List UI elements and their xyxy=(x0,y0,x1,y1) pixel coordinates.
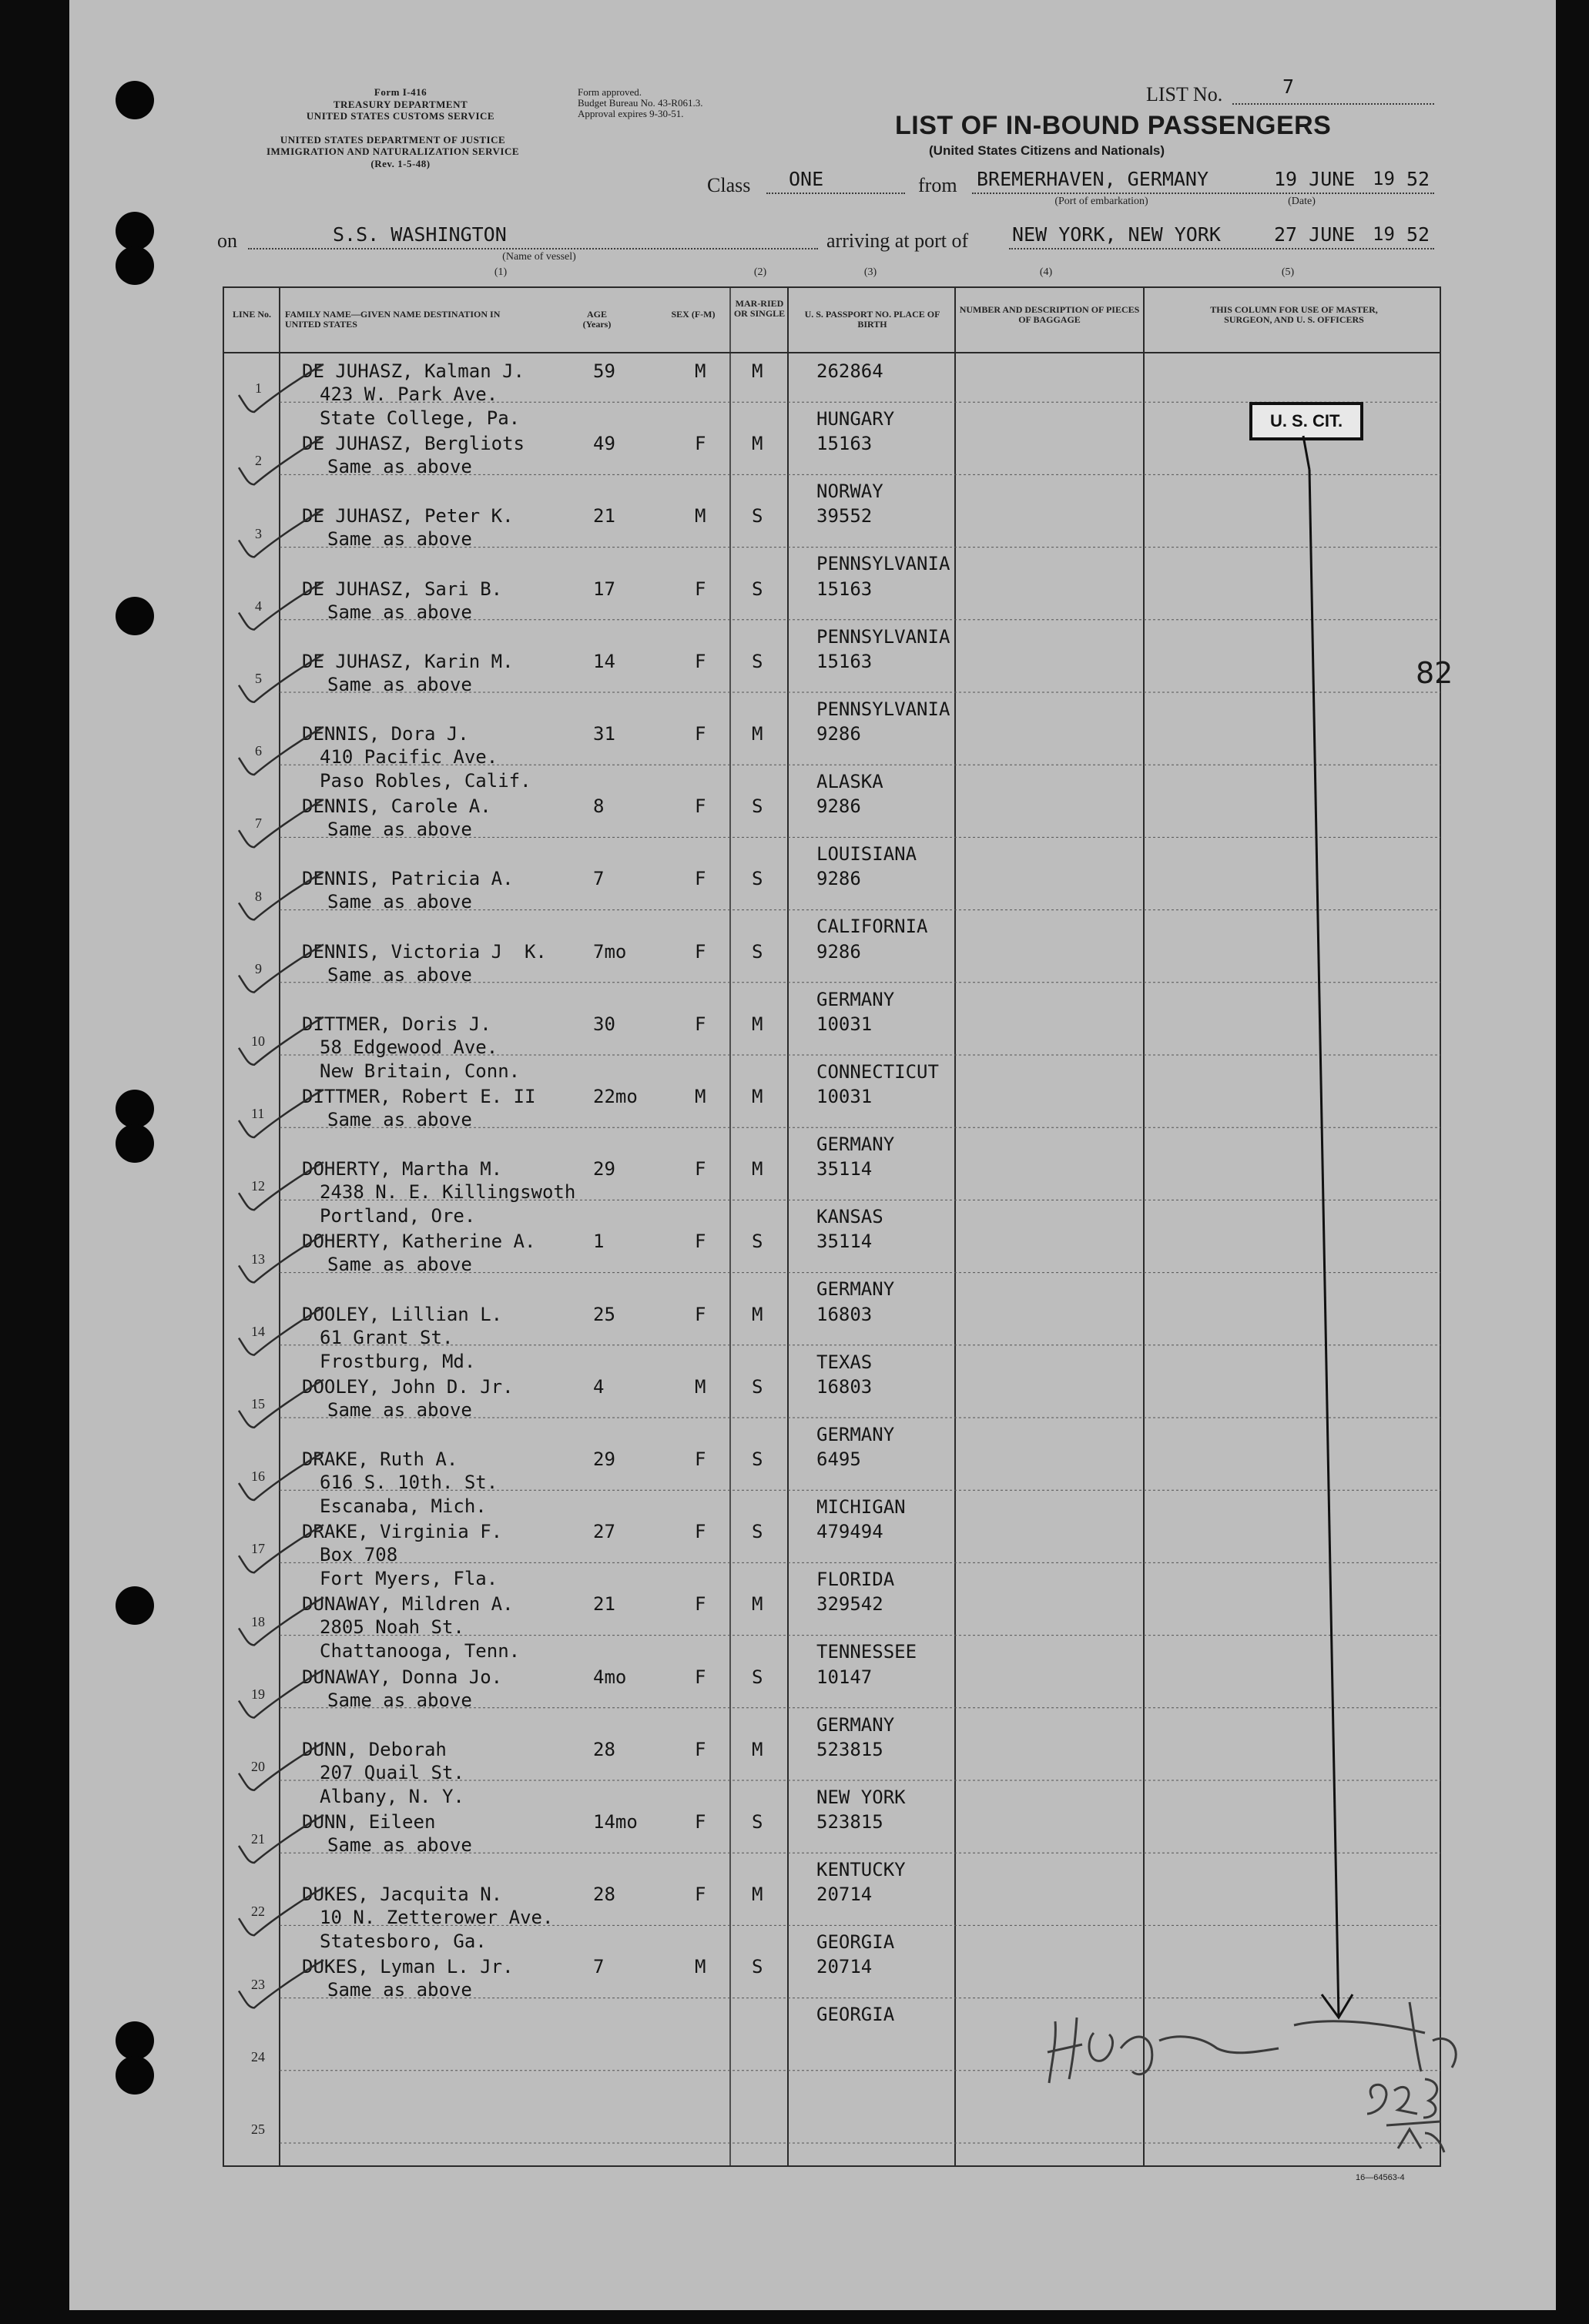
passport-number: 15163 xyxy=(816,578,873,600)
col-cap-5: (5) xyxy=(1281,266,1295,278)
passenger-name: DOHERTY, Martha M. xyxy=(302,1158,503,1180)
budget-bureau: Budget Bureau No. 43-R061.3. xyxy=(578,97,703,109)
line-number: 9 xyxy=(255,960,262,976)
passenger-sex: F xyxy=(695,1521,706,1543)
passenger-marital-status: S xyxy=(752,1666,763,1688)
check-mark xyxy=(239,582,323,630)
passenger-sex: M xyxy=(695,1956,706,1978)
line-number: 24 xyxy=(251,2048,265,2064)
col-header-baggage: NUMBER AND DESCRIPTION OF PIECES OF BAGGAGE xyxy=(959,304,1140,325)
passenger-name: DOHERTY, Katherine A. xyxy=(302,1231,536,1253)
passport-number: 16803 xyxy=(816,1375,873,1398)
col-cap-3: (3) xyxy=(863,266,877,278)
passenger-marital-status: M xyxy=(752,1303,763,1325)
passenger-sex: F xyxy=(695,650,706,672)
line-number: 20 xyxy=(251,1759,265,1774)
check-mark xyxy=(239,1525,323,1572)
passenger-age: 29 xyxy=(593,1158,615,1180)
line-number: 11 xyxy=(251,1106,265,1122)
place-of-birth: GERMANY xyxy=(816,1423,895,1445)
from-date: 19 JUNE xyxy=(1274,168,1356,190)
from-year: 52 xyxy=(1406,168,1430,190)
place-of-birth: GEORGIA xyxy=(816,1931,895,1954)
side-number: 82 xyxy=(1416,656,1453,690)
passenger-address: Albany, N. Y. xyxy=(320,1785,464,1807)
passenger-name: DITTMER, Doris J. xyxy=(302,1013,491,1035)
passenger-marital-status: M xyxy=(752,360,763,382)
place-of-birth: GEORGIA xyxy=(816,2004,895,2026)
passenger-sex: F xyxy=(695,1231,706,1253)
passenger-address: State College, Pa. xyxy=(320,407,521,429)
arrival-year: 52 xyxy=(1406,223,1430,246)
from-label: from xyxy=(918,174,957,196)
passport-number: 39552 xyxy=(816,505,873,527)
place-of-birth: GERMANY xyxy=(816,1713,895,1736)
passport-number: 10031 xyxy=(816,1086,873,1107)
place-of-birth: TENNESSEE xyxy=(816,1641,917,1663)
passenger-name: DUNAWAY, Donna Jo. xyxy=(302,1666,503,1688)
check-mark xyxy=(239,364,323,412)
passenger-sex: F xyxy=(695,1738,706,1760)
passenger-age: 30 xyxy=(593,1013,615,1035)
check-mark xyxy=(239,1815,323,1863)
passenger-age: 28 xyxy=(593,1738,615,1760)
passenger-age: 17 xyxy=(593,578,615,600)
passenger-marital-status: M xyxy=(752,1158,763,1180)
line-number: 5 xyxy=(255,671,262,686)
passenger-sex: F xyxy=(695,868,706,890)
col-header-name: FAMILY NAME—GIVEN NAME DESTINATION IN UNITED STATES xyxy=(285,309,501,330)
port-caption: (Port of embarkation) xyxy=(1054,196,1148,207)
from-year-prefix: 19 xyxy=(1373,168,1395,189)
passenger-address: Paso Robles, Calif. xyxy=(320,770,531,792)
passenger-sex: F xyxy=(695,1448,706,1470)
passenger-address: Same as above xyxy=(327,528,472,551)
passenger-sex: M xyxy=(695,505,706,527)
passenger-age: 7mo xyxy=(593,940,627,963)
class-value: ONE xyxy=(789,168,824,190)
arrival-port: NEW YORK, NEW YORK xyxy=(1012,223,1221,246)
passenger-marital-status: M xyxy=(752,1738,763,1760)
passenger-marital-status: S xyxy=(752,1231,763,1253)
on-label: on xyxy=(217,229,237,252)
passenger-address: Chattanooga, Tenn. xyxy=(320,1640,521,1663)
passenger-marital-status: M xyxy=(752,723,763,745)
passenger-address: Frostburg, Md. xyxy=(320,1350,476,1372)
passenger-marital-status: S xyxy=(752,1811,763,1833)
passenger-name: DUKES, Jacquita N. xyxy=(302,1884,503,1906)
check-mark xyxy=(239,1308,323,1355)
form-approved: Form approved. xyxy=(578,86,642,98)
passenger-name: DOOLEY, Lillian L. xyxy=(302,1303,503,1325)
check-mark xyxy=(239,1743,323,1790)
place-of-birth: PENNSYLVANIA xyxy=(816,553,950,575)
passenger-marital-status: S xyxy=(752,1375,763,1398)
passport-number: 20714 xyxy=(816,1884,873,1906)
col-cap-4: (4) xyxy=(1039,266,1053,278)
line-number: 17 xyxy=(251,1541,265,1557)
passport-number: 15163 xyxy=(816,650,873,672)
check-mark xyxy=(239,655,323,702)
passenger-age: 29 xyxy=(593,1448,615,1470)
col-header-line: LINE No. xyxy=(232,309,271,320)
place-of-birth: LOUISIANA xyxy=(816,843,917,866)
passenger-address: Box 708 xyxy=(320,1544,398,1566)
dept-customs: UNITED STATES CUSTOMS SERVICE xyxy=(306,110,495,122)
footer-code: 16—64563-4 xyxy=(1356,2173,1405,2182)
passenger-age: 49 xyxy=(593,433,615,455)
line-number: 25 xyxy=(251,2121,265,2137)
dept-immigration: IMMIGRATION AND NATURALIZATION SERVICE xyxy=(266,146,520,157)
line-number: 22 xyxy=(251,1904,265,1920)
passenger-address: 410 Pacific Ave. xyxy=(320,746,498,768)
passenger-address: 2805 Noah St. xyxy=(320,1616,464,1639)
passenger-age: 28 xyxy=(593,1884,615,1906)
passenger-marital-status: M xyxy=(752,1013,763,1035)
passport-number: 10031 xyxy=(816,1013,873,1035)
passenger-sex: F xyxy=(695,1013,706,1035)
passenger-age: 27 xyxy=(593,1521,615,1543)
place-of-birth: GERMANY xyxy=(816,1278,895,1301)
passenger-marital-status: S xyxy=(752,650,763,672)
check-mark xyxy=(239,872,323,919)
list-number-label: LIST No. xyxy=(1146,83,1223,105)
passport-number: 35114 xyxy=(816,1231,873,1253)
passenger-sex: F xyxy=(695,723,706,745)
col-header-age: AGE (Years) xyxy=(582,309,612,330)
passport-number: 6495 xyxy=(816,1448,861,1470)
list-number: 7 xyxy=(1282,75,1295,98)
line-number: 1 xyxy=(255,380,262,397)
passenger-address: 207 Quail St. xyxy=(320,1761,464,1783)
place-of-birth: TEXAS xyxy=(816,1351,873,1373)
manifest-title: LIST OF IN-BOUND PASSENGERS xyxy=(895,111,1332,140)
form-revision: (Rev. 1-5-48) xyxy=(370,158,431,169)
passport-number: 262864 xyxy=(816,360,883,382)
line-number: 6 xyxy=(255,743,262,759)
check-mark xyxy=(239,1234,323,1282)
passenger-age: 59 xyxy=(593,360,615,382)
place-of-birth: CALIFORNIA xyxy=(816,916,928,938)
passenger-marital-status: S xyxy=(752,1956,763,1978)
passenger-marital-status: M xyxy=(752,433,763,455)
passenger-sex: F xyxy=(695,1666,706,1688)
passenger-address: 58 Edgewood Ave. xyxy=(320,1036,498,1058)
passport-number: 20714 xyxy=(816,1956,873,1978)
passenger-name: DRAKE, Virginia F. xyxy=(302,1521,503,1543)
passenger-name: DRAKE, Ruth A. xyxy=(302,1448,458,1470)
passenger-name: DOOLEY, John D. Jr. xyxy=(302,1375,514,1398)
check-mark xyxy=(239,945,323,993)
line-number: 15 xyxy=(251,1396,265,1411)
passport-number: 16803 xyxy=(816,1303,873,1325)
passenger-marital-status: S xyxy=(752,1521,763,1543)
vessel-name: S.S. WASHINGTON xyxy=(333,223,507,246)
line-number: 14 xyxy=(251,1323,265,1339)
date-caption: (Date) xyxy=(1288,196,1316,207)
passenger-name: DE JUHASZ, Bergliots xyxy=(302,433,525,455)
class-label: Class xyxy=(707,174,751,196)
passenger-name: DUNN, Eileen xyxy=(302,1811,436,1833)
passenger-address: Portland, Ore. xyxy=(320,1205,476,1227)
check-mark xyxy=(239,1960,323,2008)
passenger-sex: M xyxy=(695,1375,706,1398)
line-number: 8 xyxy=(255,888,262,904)
check-mark xyxy=(239,437,323,484)
check-mark xyxy=(239,509,323,557)
place-of-birth: GERMANY xyxy=(816,1134,895,1155)
passenger-sex: F xyxy=(695,795,706,818)
passport-number: 9286 xyxy=(816,723,861,745)
col-header-passport: U. S. PASSPORT NO. PLACE OF BIRTH xyxy=(804,309,940,330)
passenger-address: Same as above xyxy=(327,1398,472,1421)
vessel-caption: (Name of vessel) xyxy=(502,251,576,263)
line-number: 2 xyxy=(255,453,262,469)
passenger-name: DENNIS, Victoria J K. xyxy=(302,940,547,963)
check-mark xyxy=(239,1090,323,1137)
passenger-sex: F xyxy=(695,1303,706,1325)
passenger-marital-status: S xyxy=(752,795,763,818)
line-number: 12 xyxy=(251,1178,265,1194)
line-number: 13 xyxy=(251,1251,265,1267)
line-number: 4 xyxy=(255,598,262,614)
passenger-marital-status: S xyxy=(752,868,763,890)
passenger-sex: M xyxy=(695,1086,706,1107)
passenger-name: DITTMER, Robert E. II xyxy=(302,1086,536,1107)
passenger-address: Same as above xyxy=(327,963,472,986)
check-mark xyxy=(239,1380,323,1428)
passenger-name: DUNN, Deborah xyxy=(302,1738,447,1760)
passenger-marital-status: S xyxy=(752,940,763,963)
passenger-address: 61 Grant St. xyxy=(320,1326,454,1348)
passport-number: 523815 xyxy=(816,1738,883,1760)
line-number: 7 xyxy=(255,815,262,832)
passenger-sex: F xyxy=(695,1811,706,1833)
passenger-address: Fort Myers, Fla. xyxy=(320,1568,498,1590)
passenger-address: New Britain, Conn. xyxy=(320,1060,521,1082)
place-of-birth: FLORIDA xyxy=(816,1569,895,1591)
line-number: 16 xyxy=(251,1468,265,1485)
passenger-address: Same as above xyxy=(327,1109,472,1130)
passenger-address: Same as above xyxy=(327,1979,472,2001)
from-port: BREMERHAVEN, GERMANY xyxy=(977,168,1209,190)
passenger-name: DENNIS, Carole A. xyxy=(302,795,491,818)
check-mark xyxy=(239,799,323,847)
place-of-birth: KENTUCKY xyxy=(816,1859,906,1880)
passenger-address: 616 S. 10th. St. xyxy=(320,1472,498,1493)
passenger-marital-status: M xyxy=(752,1884,763,1906)
passport-number: 35114 xyxy=(816,1158,873,1180)
passenger-sex: F xyxy=(695,578,706,600)
passenger-sex: F xyxy=(695,433,706,455)
passenger-name: DE JUHASZ, Karin M. xyxy=(302,650,514,672)
place-of-birth: HUNGARY xyxy=(816,408,895,430)
passenger-address: 10 N. Zetterower Ave. xyxy=(320,1907,554,1929)
place-of-birth: CONNECTICUT xyxy=(816,1060,939,1083)
passenger-address: Same as above xyxy=(327,819,472,841)
check-mark xyxy=(239,727,323,775)
dept-treasury: TREASURY DEPARTMENT xyxy=(333,99,468,110)
col-cap-2: (2) xyxy=(753,266,767,278)
passenger-age: 14 xyxy=(593,650,615,672)
passenger-address: Same as above xyxy=(327,601,472,623)
check-mark xyxy=(239,1452,323,1500)
passport-number: 523815 xyxy=(816,1811,883,1833)
place-of-birth: ALASKA xyxy=(816,771,883,792)
passenger-name: DE JUHASZ, Peter K. xyxy=(302,505,514,527)
passenger-sex: F xyxy=(695,1884,706,1906)
passenger-address: Escanaba, Mich. xyxy=(320,1495,487,1517)
form-number: Form I-416 xyxy=(374,86,427,98)
passenger-name: DE JUHASZ, Kalman J. xyxy=(302,360,525,382)
passenger-age: 25 xyxy=(593,1303,615,1325)
passenger-address: Statesboro, Ga. xyxy=(320,1931,487,1953)
passenger-age: 21 xyxy=(593,1593,615,1616)
approval-expires: Approval expires 9-30-51. xyxy=(578,108,684,119)
col-cap-1: (1) xyxy=(494,266,508,278)
arrival-date: 27 JUNE xyxy=(1274,223,1356,246)
passenger-address: Same as above xyxy=(327,1689,472,1711)
passenger-address: Same as above xyxy=(327,1834,472,1856)
passenger-sex: F xyxy=(695,940,706,963)
passenger-age: 7 xyxy=(593,868,605,890)
passenger-address: 423 W. Park Ave. xyxy=(320,383,498,405)
check-mark xyxy=(239,1597,323,1645)
passenger-age: 4 xyxy=(593,1375,605,1398)
passenger-age: 8 xyxy=(593,795,605,818)
arriving-label: arriving at port of xyxy=(826,229,969,252)
line-number: 10 xyxy=(251,1033,265,1049)
passenger-age: 1 xyxy=(593,1231,605,1253)
dept-justice: UNITED STATES DEPARTMENT OF JUSTICE xyxy=(280,134,506,146)
passenger-name: DUNAWAY, Mildren A. xyxy=(302,1593,514,1616)
col-header-married: MAR-RIED OR SINGLE xyxy=(733,298,786,319)
check-mark xyxy=(239,1670,323,1718)
passenger-sex: M xyxy=(695,360,706,382)
place-of-birth: PENNSYLVANIA xyxy=(816,698,950,720)
place-of-birth: NORWAY xyxy=(816,481,883,503)
line-number: 3 xyxy=(255,525,262,541)
passenger-name: DUKES, Lyman L. Jr. xyxy=(302,1956,514,1978)
passenger-marital-status: S xyxy=(752,505,763,527)
passenger-age: 14mo xyxy=(593,1811,638,1833)
passport-number: 15163 xyxy=(816,433,873,455)
passenger-address: 2438 N. E. Killingswoth xyxy=(320,1181,576,1204)
place-of-birth: PENNSYLVANIA xyxy=(816,625,950,648)
passenger-age: 7 xyxy=(593,1956,605,1978)
col-header-officers: THIS COLUMN FOR USE OF MASTER, SURGEON, AND U. S. OFFICERS xyxy=(1210,304,1378,325)
arrival-year-prefix: 19 xyxy=(1373,223,1395,245)
manifest-subtitle: (United States Citizens and Nationals) xyxy=(929,143,1165,158)
line-number: 18 xyxy=(251,1613,265,1629)
passenger-address: Same as above xyxy=(327,891,472,913)
passenger-age: 22mo xyxy=(593,1086,638,1107)
passenger-name: DENNIS, Dora J. xyxy=(302,723,469,745)
place-of-birth: MICHIGAN xyxy=(816,1496,906,1518)
passenger-sex: F xyxy=(695,1158,706,1180)
passenger-name: DE JUHASZ, Sari B. xyxy=(302,578,503,600)
place-of-birth: NEW YORK xyxy=(816,1786,906,1808)
passenger-marital-status: M xyxy=(752,1593,763,1616)
place-of-birth: GERMANY xyxy=(816,988,895,1010)
check-mark xyxy=(239,1887,323,1935)
check-mark xyxy=(239,1162,323,1210)
line-number: 23 xyxy=(251,1976,265,1992)
passport-number: 329542 xyxy=(816,1593,883,1616)
passenger-name: DENNIS, Patricia A. xyxy=(302,868,514,890)
us-citizen-stamp: U. S. CIT. xyxy=(1249,402,1363,440)
check-mark xyxy=(239,1017,323,1065)
passenger-age: 31 xyxy=(593,723,615,745)
passport-number: 9286 xyxy=(816,868,861,890)
col-header-sex: SEX (F-M) xyxy=(671,309,716,320)
line-number: 21 xyxy=(251,1831,265,1847)
passenger-age: 4mo xyxy=(593,1666,627,1688)
passport-number: 9286 xyxy=(816,940,861,963)
passenger-age: 21 xyxy=(593,505,615,527)
passenger-marital-status: S xyxy=(752,578,763,600)
passenger-marital-status: M xyxy=(752,1086,763,1107)
passport-number: 10147 xyxy=(816,1666,873,1688)
line-number: 19 xyxy=(251,1686,265,1702)
place-of-birth: KANSAS xyxy=(816,1206,883,1228)
passenger-address: Same as above xyxy=(327,456,472,478)
passenger-marital-status: S xyxy=(752,1448,763,1470)
passenger-sex: F xyxy=(695,1593,706,1616)
passport-number: 479494 xyxy=(816,1521,883,1543)
passenger-address: Same as above xyxy=(327,1254,472,1276)
passenger-address: Same as above xyxy=(327,673,472,695)
passport-number: 9286 xyxy=(816,795,861,818)
